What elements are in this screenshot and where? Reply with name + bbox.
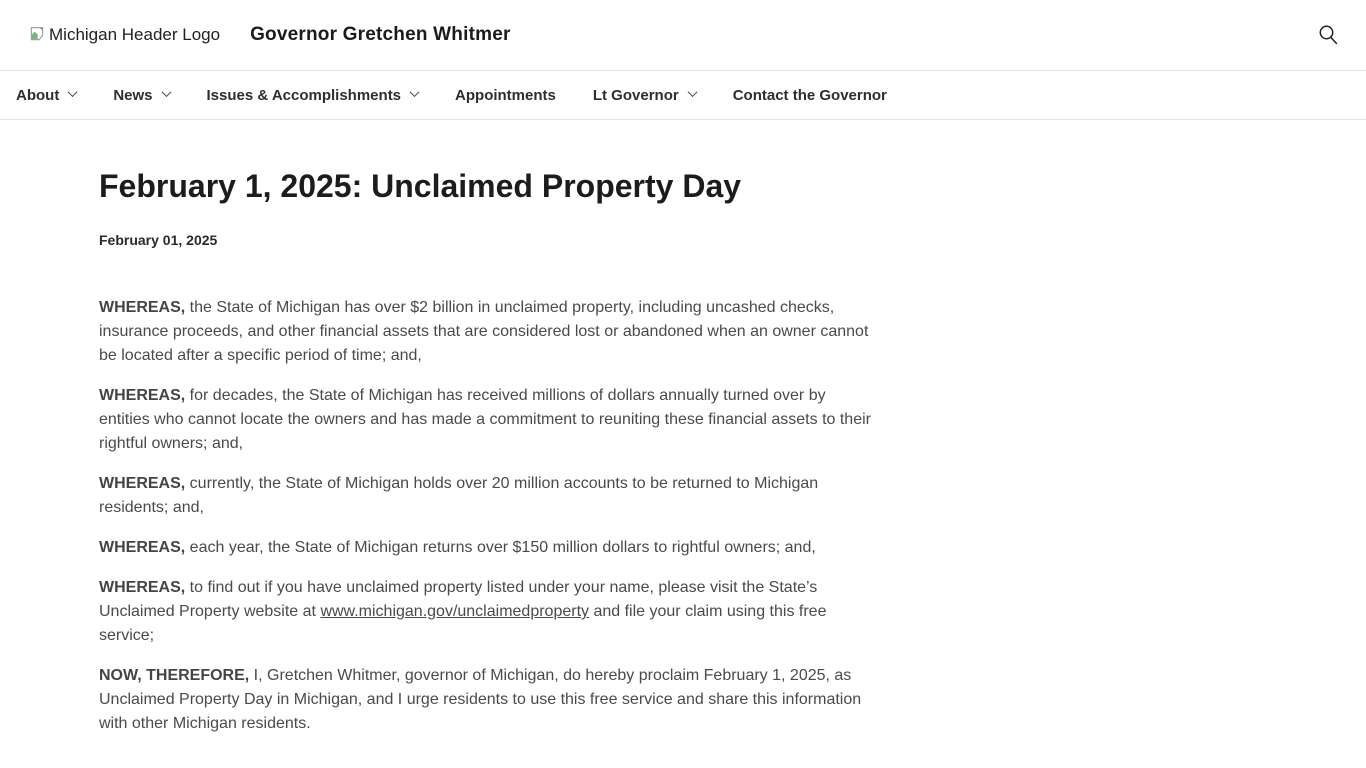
proclamation-paragraph	[99, 576, 871, 648]
site-title[interactable]: Governor Gretchen Whitmer	[250, 24, 511, 45]
paragraph-lead: WHEREAS,	[99, 539, 186, 556]
nav-item-label: About	[16, 86, 60, 104]
paragraph-text: currently, the State of Michigan holds over 20 million accounts to be returned to Michigan residents; and,	[99, 475, 819, 516]
proclamation-paragraph	[99, 296, 871, 368]
paragraph-lead: NOW, THEREFORE,	[99, 667, 250, 684]
chevron-down-icon	[68, 87, 78, 97]
main-nav	[0, 70, 1366, 120]
search-button[interactable]	[1312, 19, 1344, 51]
unclaimed-property-link[interactable]: www.michigan.gov/unclaimedproperty	[320, 603, 590, 620]
site-header	[0, 0, 1366, 70]
site-logo-link[interactable]	[28, 25, 220, 45]
chevron-down-icon	[687, 87, 697, 97]
logo-alt-text: Michigan Header Logo	[49, 25, 221, 44]
proclamation-paragraph	[99, 472, 871, 520]
paragraph-text: I, Gretchen Whitmer, governor of Michigan, do hereby proclaim February 1, 2025, as Unclaimed Property Day in Michigan, and I urge residents to use this free service and share this information with other Michigan residents.	[99, 667, 862, 732]
proclamation-body	[99, 296, 871, 736]
nav-item-label: News	[113, 86, 153, 104]
page-title: February 1, 2025: Unclaimed Property Day	[99, 168, 742, 204]
paragraph-lead: WHEREAS,	[99, 475, 186, 492]
nav-item-lt-governor[interactable]	[593, 87, 696, 104]
paragraph-lead: WHEREAS,	[99, 387, 186, 404]
nav-item-appointments[interactable]	[455, 87, 556, 104]
proclamation-paragraph	[99, 384, 871, 456]
article-date: February 01, 2025	[99, 232, 218, 248]
nav-item-contact-governor[interactable]	[733, 87, 887, 104]
paragraph-text: for decades, the State of Michigan has received millions of dollars annually turned over by entities who cannot locate the owners and has made a commitment to reuniting these financial assets to their rightful owners; and,	[99, 387, 871, 452]
search-icon	[1316, 23, 1340, 47]
nav-item-label: Contact the Governor	[732, 86, 887, 104]
proclamation-paragraph	[99, 664, 871, 736]
nav-item-label: Issues & Accomplishments	[206, 86, 402, 104]
nav-item-issues-accomplishments[interactable]	[207, 87, 419, 104]
proclamation-paragraph	[99, 536, 871, 560]
nav-item-about[interactable]	[16, 87, 76, 104]
article-main	[99, 120, 871, 736]
chevron-down-icon	[410, 87, 420, 97]
paragraph-lead: WHEREAS,	[99, 299, 186, 316]
nav-item-news[interactable]	[113, 87, 169, 104]
chevron-down-icon	[161, 87, 171, 97]
nav-item-label: Lt Governor	[592, 86, 679, 104]
nav-item-label: Appointments	[455, 86, 556, 104]
paragraph-lead: WHEREAS,	[99, 579, 186, 596]
paragraph-text: and file your claim using this free service;	[99, 603, 827, 644]
paragraph-text: the State of Michigan has over $2 billion in unclaimed property, including uncashed checks, insurance proceeds, and other financial assets that are considered lost or abandoned when an owner cannot be located after a specific period of time; and,	[99, 299, 869, 364]
broken-image-icon	[28, 25, 46, 43]
paragraph-text: to find out if you have unclaimed property listed under your name, please visit the State’s Unclaimed Property website at	[99, 579, 818, 620]
paragraph-text: each year, the State of Michigan returns over $150 million dollars to rightful owners; and,	[185, 539, 816, 556]
